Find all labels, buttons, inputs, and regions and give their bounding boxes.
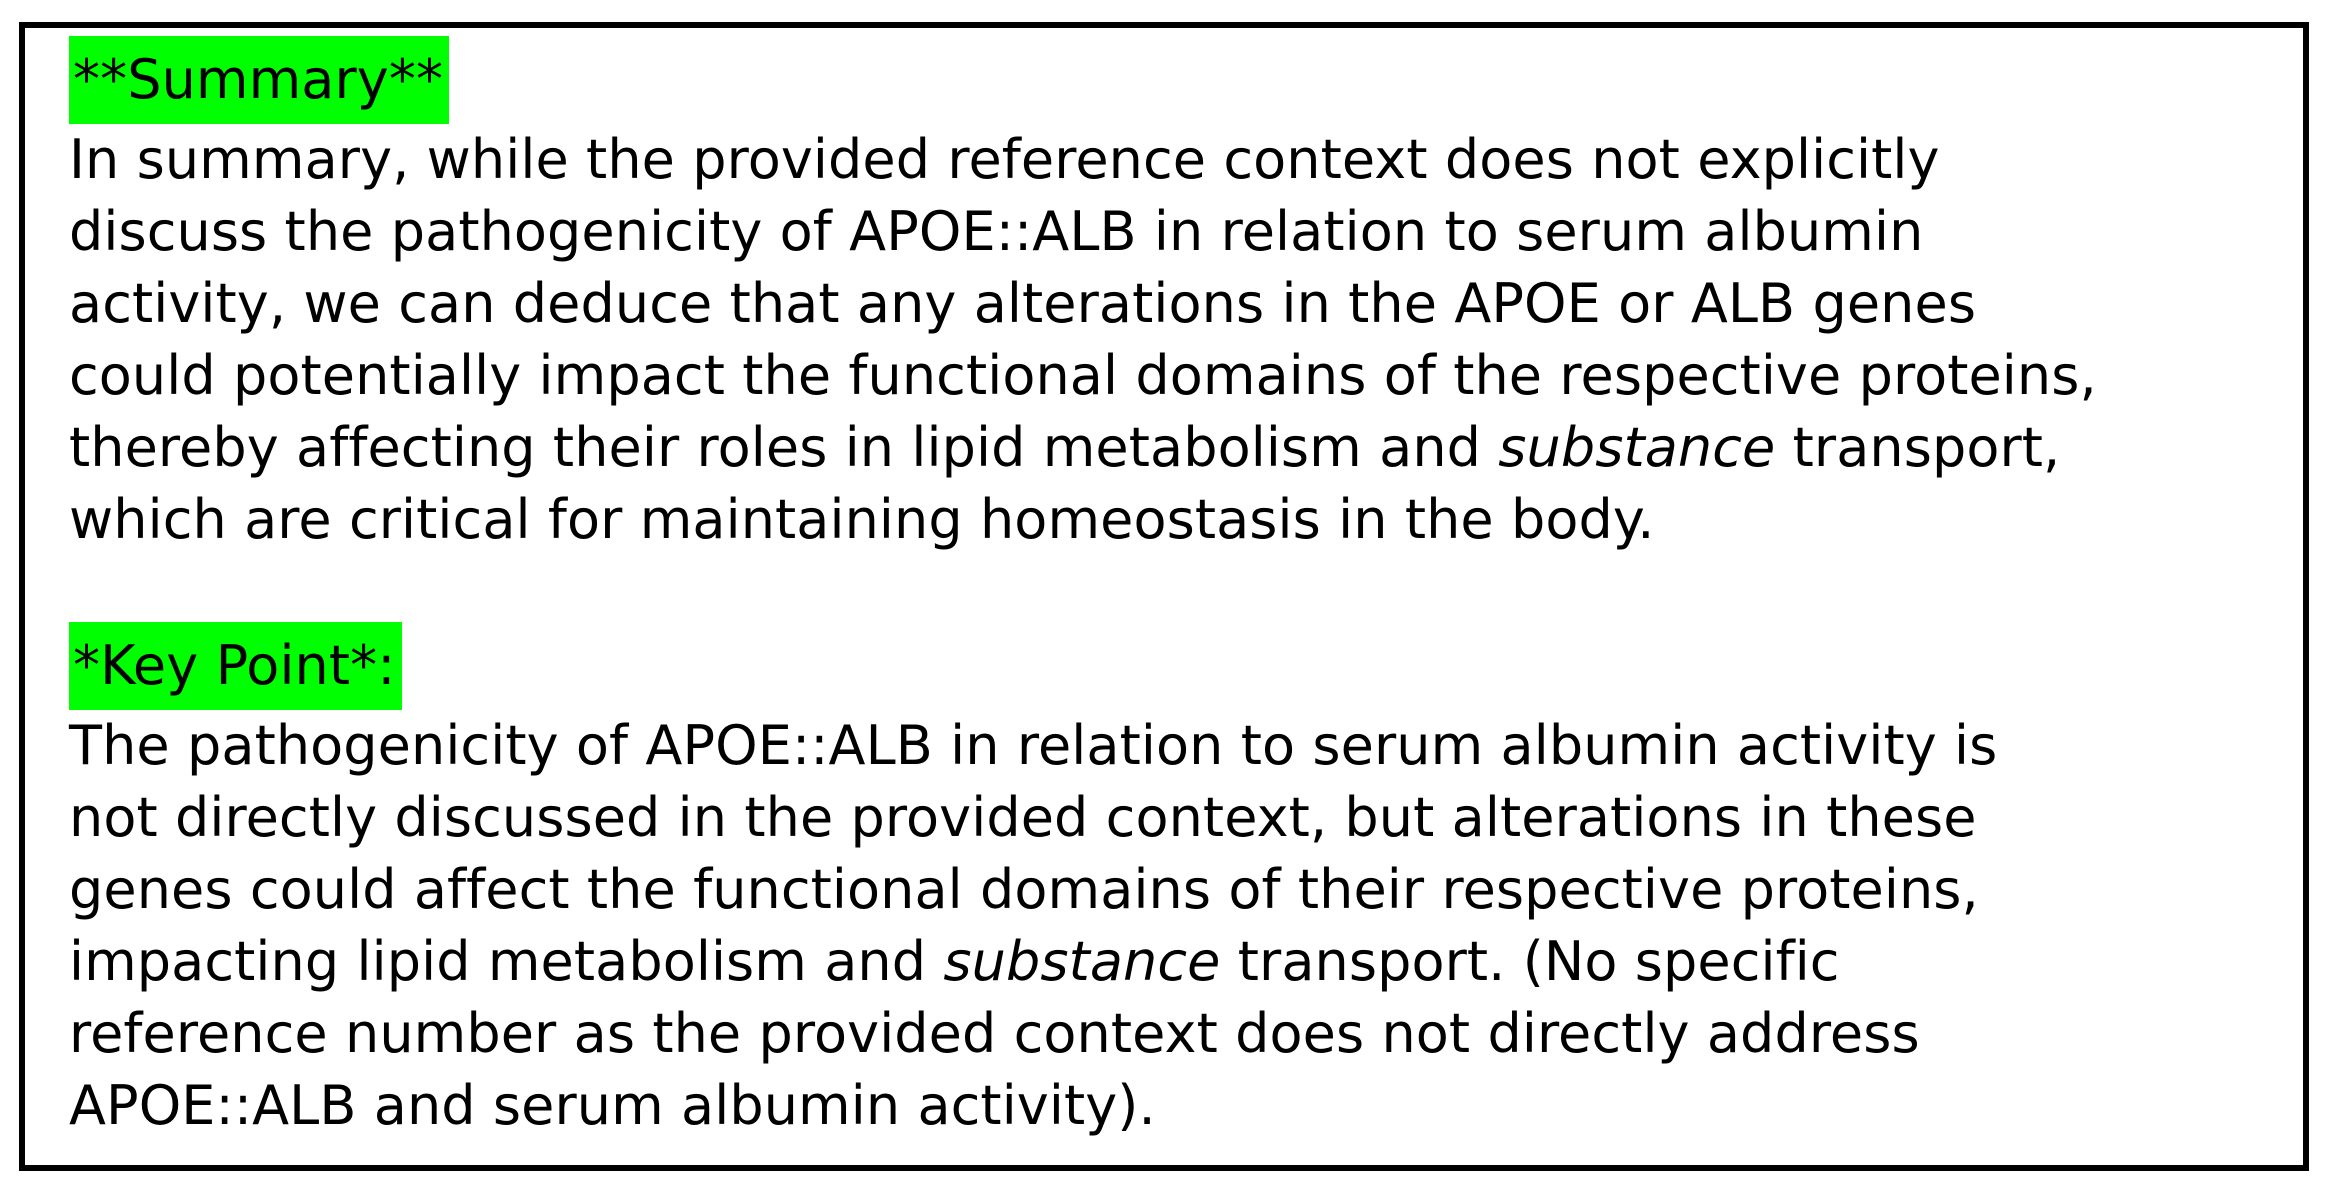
key-point-heading: *Key Point*:: [69, 622, 402, 710]
summary-line-4-text: could potentially impact the functional domains of the respective proteins,: [69, 344, 2097, 407]
section-gap: [69, 556, 2273, 622]
key-point-line-3: [69, 854, 2273, 926]
document-frame: [19, 22, 2309, 1171]
key-point-line-6: [69, 1070, 2273, 1142]
key-point-line-2-text: not directly discussed in the provided context, but alterations in these: [69, 786, 1977, 849]
key-point-line-4-text-a: impacting lipid metabolism and: [69, 930, 944, 993]
summary-heading: **Summary**: [69, 36, 449, 124]
key-point-line-4-italic-word: substance: [943, 930, 1221, 993]
key-point-line-6-text: APOE::ALB and serum albumin activity).: [69, 1074, 1156, 1137]
key-point-line-1-text: The pathogenicity of APOE::ALB in relation to serum albumin activity is: [69, 714, 1998, 777]
key-point-line-4-text-b: transport. (No specific: [1220, 930, 1840, 993]
key-point-line-3-text: genes could affect the functional domains of their respective proteins,: [69, 858, 1979, 921]
summary-line-1-text: In summary, while the provided reference context does not explicitly: [69, 128, 1940, 191]
summary-paragraph: [69, 124, 2273, 556]
key-point-line-5: [69, 998, 2273, 1070]
key-point-line-1: [69, 710, 2273, 782]
summary-line-2-text: discuss the pathogenicity of APOE::ALB in relation to serum albumin: [69, 200, 1924, 263]
summary-line-5-text-b: transport,: [1775, 416, 2061, 479]
summary-line-2: [69, 196, 2273, 268]
summary-line-1: [69, 124, 2273, 196]
summary-line-5: [69, 412, 2273, 484]
key-point-heading-row: [69, 622, 2273, 710]
summary-heading-row: [69, 36, 2273, 124]
summary-line-6: [69, 484, 2273, 556]
summary-line-6-text: which are critical for maintaining homeostasis in the body.: [69, 488, 1655, 551]
key-point-paragraph: [69, 710, 2273, 1142]
document-content: [69, 36, 2273, 1142]
summary-line-4: [69, 340, 2273, 412]
summary-line-5-text-a: thereby affecting their roles in lipid metabolism and: [69, 416, 1499, 479]
summary-line-3-text: activity, we can deduce that any alterations in the APOE or ALB genes: [69, 272, 1977, 335]
key-point-line-4: [69, 926, 2273, 998]
summary-line-5-italic-word: substance: [1498, 416, 1776, 479]
key-point-line-5-text: reference number as the provided context does not directly address: [69, 1002, 1920, 1065]
key-point-line-2: [69, 782, 2273, 854]
summary-line-3: [69, 268, 2273, 340]
